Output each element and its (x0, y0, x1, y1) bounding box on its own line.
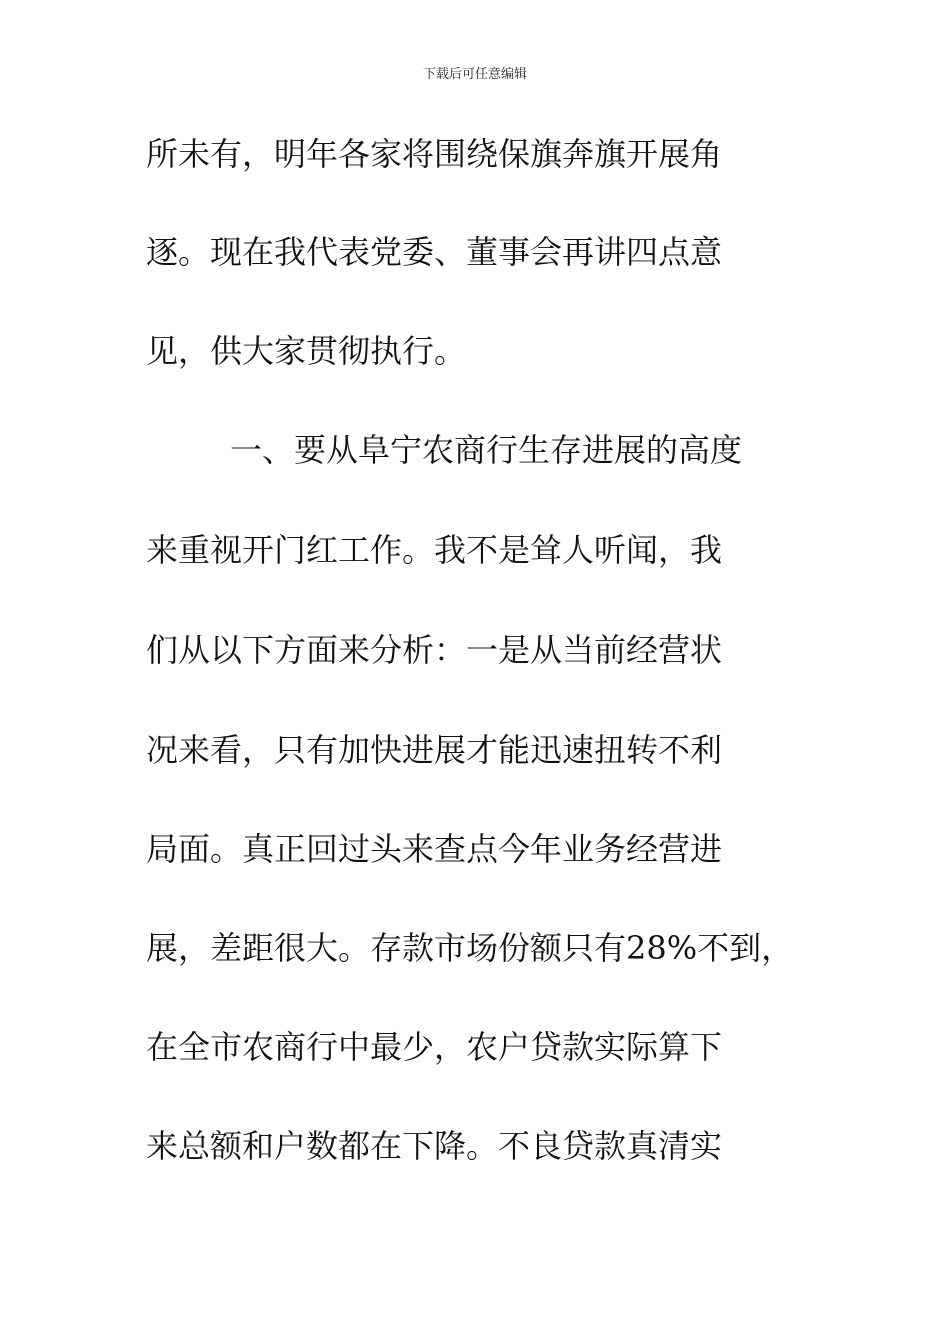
paragraph-line: 展，差距很大。存款市场份额只有28%不到， (146, 929, 794, 967)
paragraph-line: 见，供大家贯彻执行。 (146, 332, 467, 370)
paragraph-line: 所未有，明年各家将围绕保旗奔旗开展角 (146, 135, 723, 173)
paragraph-line: 们从以下方面来分析：一是从当前经营状 (146, 631, 723, 669)
paragraph-line: 况来看，只有加快进展才能迅速扭转不利 (146, 731, 723, 769)
paragraph-line: 在全市农商行中最少，农户贷款实际算下 (146, 1028, 723, 1066)
page-header: 下载后可任意编辑 (422, 67, 527, 82)
paragraph-line: 一、要从阜宁农商行生存进展的高度 (230, 431, 743, 469)
paragraph-line: 逐。现在我代表党委、董事会再讲四点意 (146, 233, 723, 271)
paragraph-line: 来总额和户数都在下降。不良贷款真清实 (146, 1127, 723, 1165)
paragraph-line: 来重视开门红工作。我不是耸人听闻，我 (146, 531, 723, 569)
paragraph-line: 局面。真正回过头来查点今年业务经营进 (146, 830, 723, 868)
